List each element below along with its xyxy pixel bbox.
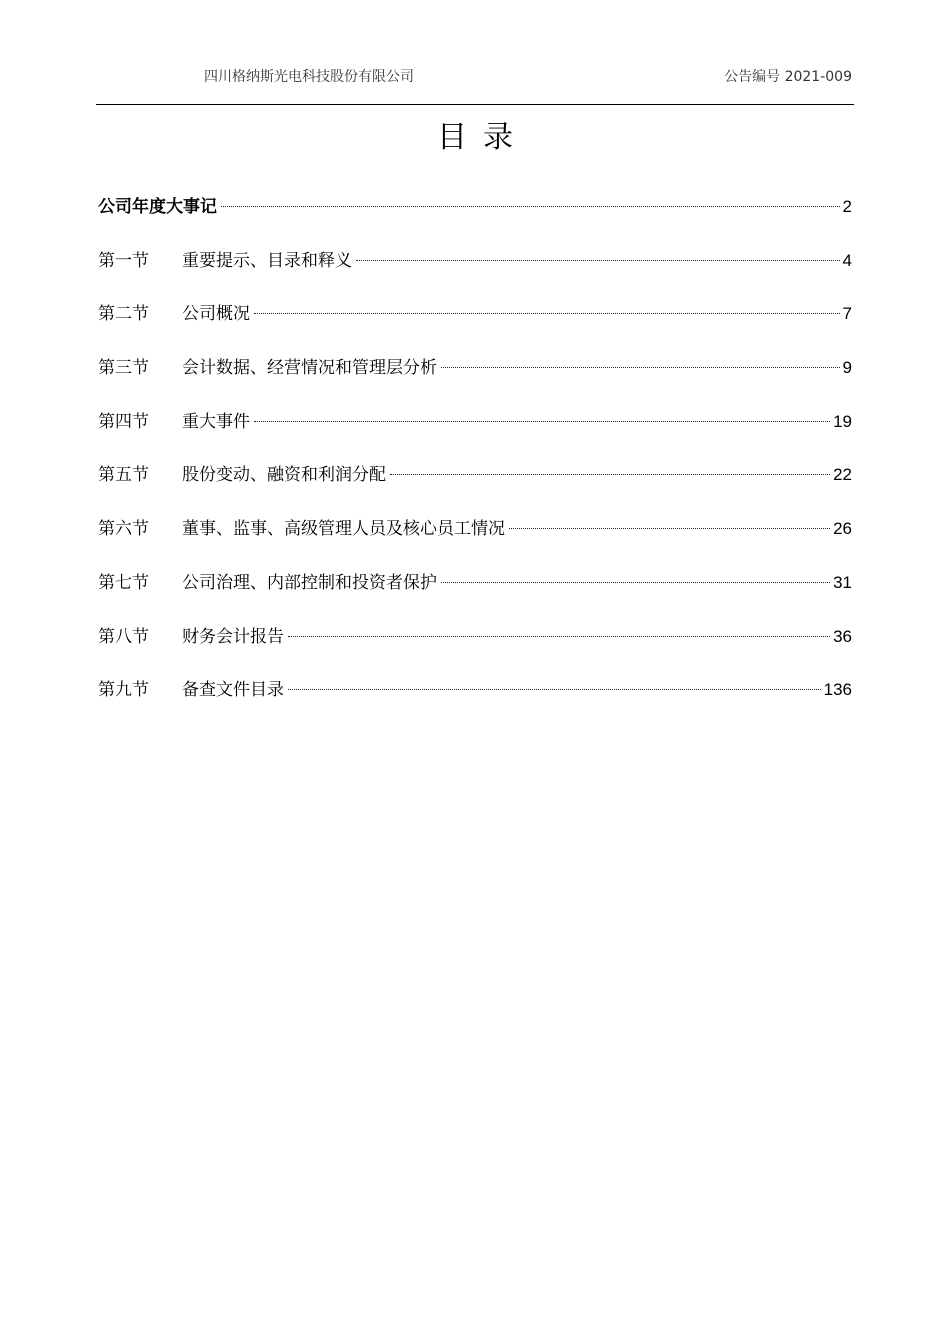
toc-section-name: 重大事件: [182, 411, 250, 432]
toc-section-name: 股份变动、融资和利润分配: [182, 465, 386, 486]
toc-dot-leader: [509, 528, 830, 529]
toc-dot-leader: [221, 206, 840, 207]
toc-page-number: 7: [842, 304, 852, 324]
toc-section-number: 第九节: [98, 680, 149, 701]
toc-section-name: 董事、监事、高级管理人员及核心员工情况: [182, 519, 505, 540]
toc-dot-leader: [288, 689, 821, 690]
toc-section-number: 第八节: [98, 626, 149, 647]
toc-section-number: 第二节: [98, 304, 149, 325]
header-announcement-number: 公告编号 2021-009: [724, 69, 852, 85]
toc-section-name: 备查文件目录: [182, 680, 284, 701]
toc-entry[interactable]: [98, 677, 852, 731]
toc-dot-leader: [288, 636, 830, 637]
toc-section-number: 第六节: [98, 519, 149, 540]
toc-page-number: 36: [833, 626, 852, 646]
toc-page-number: 31: [833, 572, 852, 592]
toc-section-number: 第七节: [98, 572, 149, 593]
toc-page-number: 19: [833, 411, 852, 431]
toc-section-number: 第三节: [98, 358, 149, 379]
toc-section-name: 公司治理、内部控制和投资者保护: [182, 572, 437, 593]
toc-section-name: 财务会计报告: [182, 626, 284, 647]
toc-dot-leader: [441, 582, 830, 583]
toc-page-number: 22: [833, 465, 852, 485]
toc-entry[interactable]: [98, 462, 852, 516]
toc-page-number: 2: [842, 197, 852, 216]
toc-page-number: 9: [842, 358, 852, 378]
toc-dot-leader: [254, 421, 830, 422]
toc-entry[interactable]: [98, 301, 852, 355]
page-header: [96, 66, 854, 88]
header-divider: [96, 104, 854, 105]
toc-section-number: 第一节: [98, 250, 149, 271]
toc-entry[interactable]: [98, 248, 852, 302]
toc-dot-leader: [390, 474, 830, 475]
toc-page-number: 136: [823, 680, 852, 700]
toc-dot-leader: [356, 260, 840, 261]
toc-page-number: 4: [842, 250, 852, 270]
toc-section-number: 第四节: [98, 411, 149, 432]
toc-section-name: 重要提示、目录和释义: [182, 250, 352, 271]
toc-entry[interactable]: [98, 355, 852, 409]
toc-dot-leader: [441, 367, 840, 368]
toc-section-name: 公司概况: [182, 304, 250, 325]
toc-entry[interactable]: [98, 570, 852, 624]
toc-entry[interactable]: [98, 516, 852, 570]
toc-entry[interactable]: [98, 624, 852, 678]
toc-section-number: 第五节: [98, 465, 149, 486]
toc-entry[interactable]: [98, 194, 852, 248]
toc-dot-leader: [254, 313, 840, 314]
toc-page-number: 26: [833, 519, 852, 539]
table-of-contents: [98, 194, 852, 731]
toc-entry[interactable]: [98, 409, 852, 463]
toc-section-name: 公司年度大事记: [98, 197, 217, 217]
header-company-name: 四川格纳斯光电科技股份有限公司: [204, 69, 414, 85]
toc-section-name: 会计数据、经营情况和管理层分析: [182, 358, 437, 379]
toc-title: 目录: [437, 120, 529, 155]
